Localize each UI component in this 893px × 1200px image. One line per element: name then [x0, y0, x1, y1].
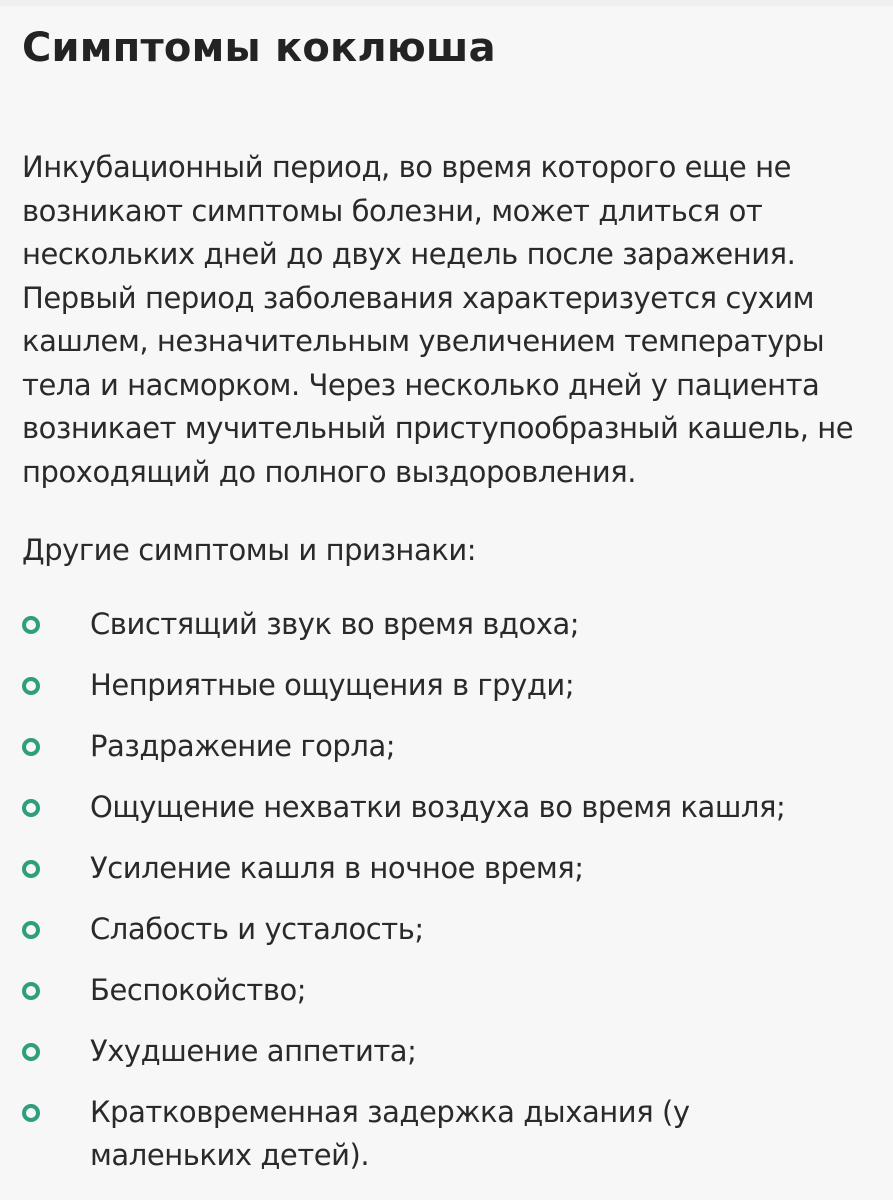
intro-paragraph: Инкубационный период, во время которого еще не возникают симптомы болезни, может длиться от нескольких дней до двух недель после заражения. Первый период заболевания характеризуется сухим кашлем, незначительным увеличением температуры тела и насморком. Через несколько дней у пациента возникает мучительный приступообразный кашель, не проходящий до полного выздоровления. [22, 150, 854, 489]
list-item-text: Неприятные ощущения в груди; [90, 667, 575, 702]
page-title: Симптомы коклюша [22, 25, 496, 71]
article [22, 20, 874, 1195]
list-item [22, 664, 874, 708]
list-item [22, 725, 874, 769]
list-item [22, 1091, 874, 1178]
list-item [22, 786, 874, 830]
symptoms-list [22, 603, 874, 1178]
list-item [22, 908, 874, 952]
circle-bullet-icon [22, 1104, 40, 1122]
list-item [22, 1030, 874, 1074]
list-item [22, 603, 874, 647]
list-item-text: Свистящий звук во время вдоха; [90, 606, 580, 641]
circle-bullet-icon [22, 738, 40, 756]
list-item [22, 969, 874, 1013]
circle-bullet-icon [22, 982, 40, 1000]
list-item-text: Усиление кашля в ночное время; [90, 850, 584, 885]
list-item-text: Слабость и усталость; [90, 911, 424, 946]
list-item-text: Беспокойство; [90, 972, 307, 1007]
list-item [22, 847, 874, 891]
circle-bullet-icon [22, 799, 40, 817]
circle-bullet-icon [22, 1043, 40, 1061]
list-lead: Другие симптомы и признаки: [22, 533, 477, 567]
list-item-text: Раздражение горла; [90, 728, 396, 763]
list-item-text: Ощущение нехватки воздуха во время кашля; [90, 789, 786, 824]
list-item-text: Кратковременная задержка дыхания (у маленьких детей). [90, 1094, 690, 1172]
circle-bullet-icon [22, 921, 40, 939]
circle-bullet-icon [22, 860, 40, 878]
circle-bullet-icon [22, 616, 40, 634]
list-item-text: Ухудшение аппетита; [90, 1033, 417, 1068]
circle-bullet-icon [22, 677, 40, 695]
top-strip [0, 0, 893, 6]
